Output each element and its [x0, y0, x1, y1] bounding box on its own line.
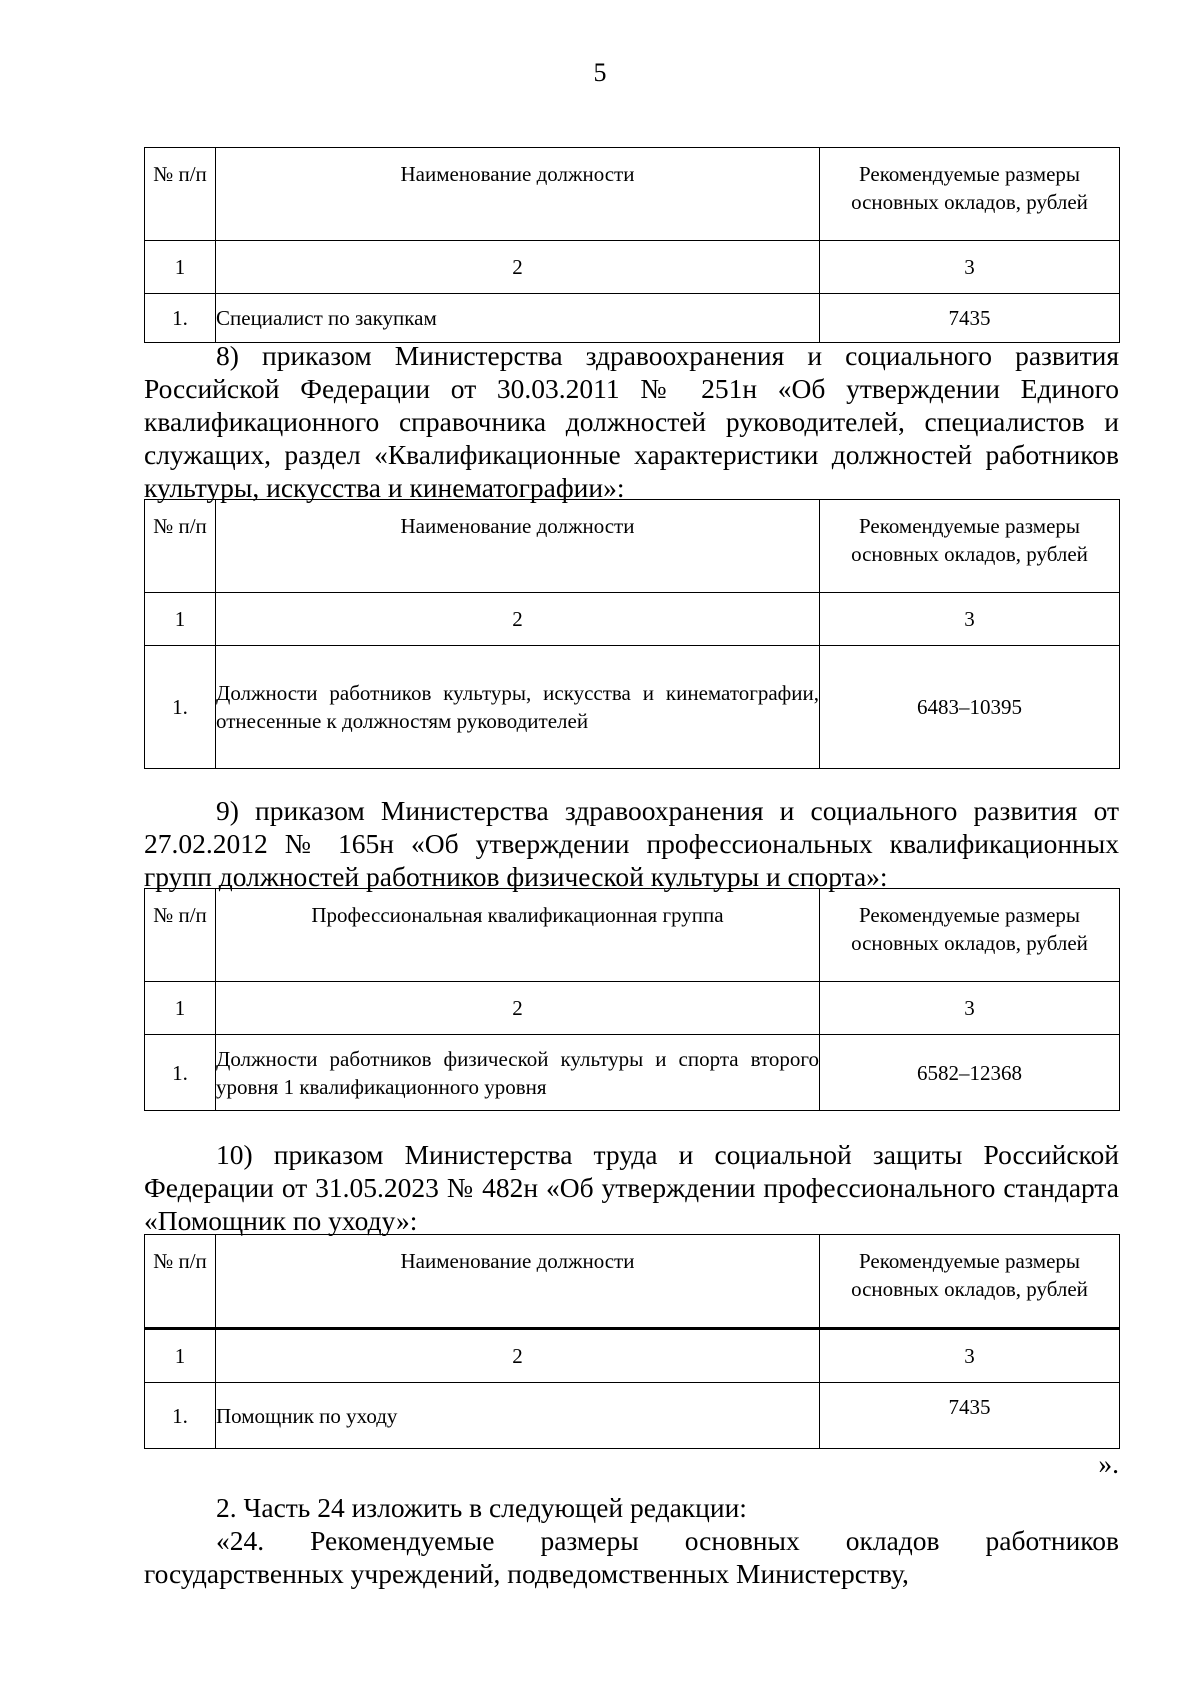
paragraph-part-24 [144, 1524, 1119, 1590]
salary-table-culture [144, 499, 1120, 769]
salary-table-sport [144, 888, 1120, 1111]
row-num: 1. [145, 1383, 216, 1449]
table-row [145, 646, 1120, 769]
column-number-row [145, 593, 1120, 646]
row-position: Помощник по уходу [216, 1383, 820, 1449]
header-num: № п/п [145, 148, 216, 241]
header-recommended: Рекомендуемые размеры основных окладов, рублей [820, 148, 1120, 241]
paragraph-order-10 [144, 1138, 1119, 1237]
row-salary: 7435 [820, 1383, 1120, 1449]
table-row [145, 1383, 1120, 1449]
row-position: Должности работников культуры, искусства и кинематографии, отнесенные к должностям руководителей [216, 646, 820, 769]
table-header-row [145, 1235, 1120, 1329]
paragraph-order-10-text: 10) приказом Министерства труда и социальной защиты Российской Федерации от 31.05.2023 № 482н «Об утверждении профессионального стандарта «Помощник по уходу»: [144, 1139, 1119, 1236]
row-num: 1. [145, 1035, 216, 1111]
closing-quote: ». [1098, 1448, 1119, 1479]
salary-table-procurement [144, 147, 1120, 343]
column-number: 1 [145, 982, 216, 1035]
header-recommended: Рекомендуемые размеры основных окладов, рублей [820, 1235, 1120, 1329]
header-recommended: Рекомендуемые размеры основных окладов, рублей [820, 500, 1120, 593]
row-salary: 6582–12368 [820, 1035, 1120, 1111]
table-header-row [145, 500, 1120, 593]
row-num: 1. [145, 646, 216, 769]
header-position-name: Наименование должности [216, 500, 820, 593]
table-header-row [145, 889, 1120, 982]
row-position: Специалист по закупкам [216, 294, 820, 343]
column-number-row [145, 982, 1120, 1035]
column-number: 3 [820, 1329, 1120, 1383]
column-number: 2 [216, 593, 820, 646]
row-salary: 7435 [820, 294, 1120, 343]
column-number: 2 [216, 982, 820, 1035]
row-position: Должности работников физической культуры и спорта второго уровня 1 квалификационного уровня [216, 1035, 820, 1111]
paragraph-order-9-text: 9) приказом Министерства здравоохранения и социального развития от 27.02.2012 № 165н «Об утверждении профессиональных квалификационных групп должностей работников физической культуры и спорта»: [144, 795, 1119, 892]
paragraph-part-2 [144, 1491, 1119, 1524]
table-header-row [145, 148, 1120, 241]
column-number: 1 [145, 1329, 216, 1383]
header-position-name: Наименование должности [216, 148, 820, 241]
salary-table-care [144, 1234, 1120, 1449]
paragraph-part-24-text: «24. Рекомендуемые размеры основных окладов работников государственных учреждений, подведомственных Министерству, [144, 1525, 1119, 1589]
paragraph-part-2-text: 2. Часть 24 изложить в следующей редакции: [216, 1492, 747, 1523]
column-number-row [145, 241, 1120, 294]
column-number: 2 [216, 241, 820, 294]
header-professional-group: Профессиональная квалификационная группа [216, 889, 820, 982]
column-number: 1 [145, 241, 216, 294]
table-row [145, 1035, 1120, 1111]
page-number: 5 [593, 58, 607, 87]
row-num: 1. [145, 294, 216, 343]
table-row [145, 294, 1120, 343]
row-salary: 6483–10395 [820, 646, 1120, 769]
column-number: 3 [820, 982, 1120, 1035]
column-number: 1 [145, 593, 216, 646]
column-number: 3 [820, 241, 1120, 294]
header-recommended: Рекомендуемые размеры основных окладов, рублей [820, 889, 1120, 982]
column-number: 3 [820, 593, 1120, 646]
paragraph-order-8 [144, 339, 1119, 504]
header-position-name: Наименование должности [216, 1235, 820, 1329]
header-num: № п/п [145, 500, 216, 593]
paragraph-order-8-text: 8) приказом Министерства здравоохранения и социального развития Российской Федерации от 30.03.2011 № 251н «Об утверждении Единого квалификационного справочника должностей руководителей, специалистов и служащих, раздел «Квалификационные характеристики должностей работников культуры, искусства и кинематографии»: [144, 340, 1119, 503]
column-number: 2 [216, 1329, 820, 1383]
paragraph-order-9 [144, 794, 1119, 893]
header-num: № п/п [145, 889, 216, 982]
column-number-row [145, 1329, 1120, 1383]
header-num: № п/п [145, 1235, 216, 1329]
